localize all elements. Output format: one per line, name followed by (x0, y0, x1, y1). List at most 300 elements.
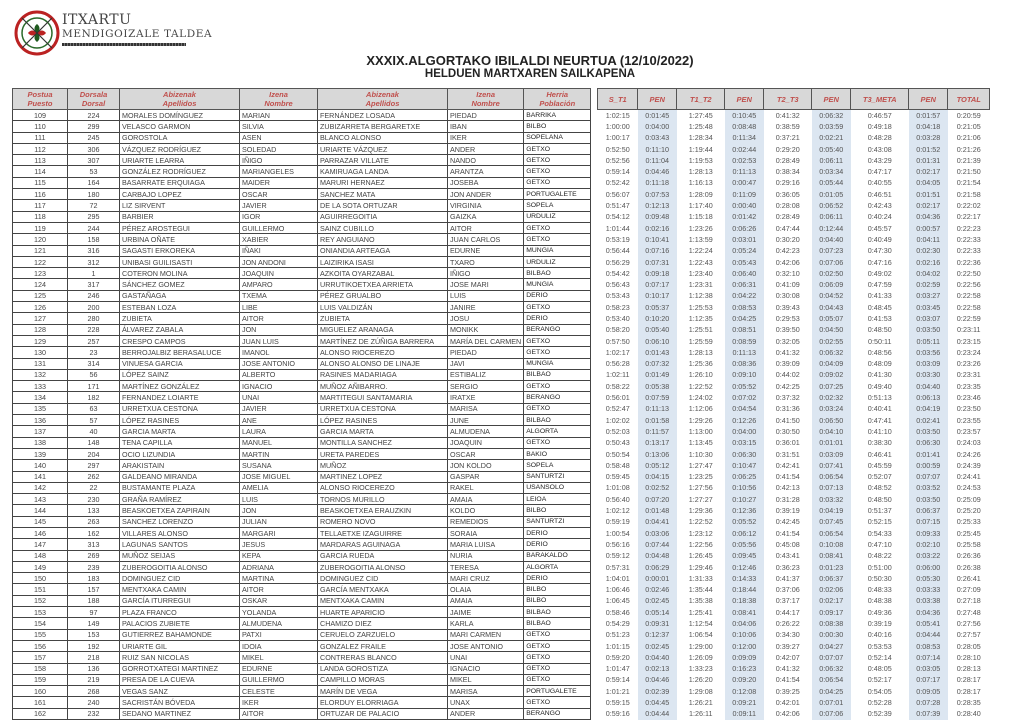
cell-t3-meta: 0:53:53 (867, 641, 892, 651)
cell-pen1: 0:07:16 (638, 245, 677, 256)
cell-total: 0:24:53 (956, 483, 981, 493)
table-row[interactable] (13, 539, 990, 550)
col-header-pen4[interactable]: PEN (909, 89, 948, 110)
cell-dorsal: 57 (68, 415, 120, 426)
cell-pen4: 0:06:30 (909, 437, 948, 448)
cell-puesto: 115 (13, 177, 68, 188)
cell-nombre1: KEPA (240, 550, 318, 561)
table-row[interactable] (13, 143, 990, 154)
cell-pen3: 0:06:54 (812, 471, 851, 482)
cell-apellidos1: URBINA OÑATE (120, 234, 240, 245)
table-row[interactable] (13, 392, 990, 403)
cell-nombre1: TXEMA (240, 290, 318, 301)
cell-nombre1: JOSE MIGUEL (240, 471, 318, 482)
col-header-poblacion[interactable]: Herria Población (524, 89, 591, 110)
cell-apellidos2: MUÑOZ AÑIBARRO. (318, 381, 448, 392)
cell-nombre2: MONIKK (448, 324, 524, 335)
cell-t1-t2: 1:26:45 (688, 551, 713, 561)
cell-total: 0:28:35 (956, 698, 981, 708)
cell-pen2: 0:01:42 (725, 211, 764, 222)
cell-pen3: 0:05:07 (812, 313, 851, 324)
table-row[interactable] (13, 279, 990, 290)
cell-t3-meta: 0:49:40 (867, 381, 892, 391)
table-row[interactable] (13, 234, 990, 245)
cell-t2-t3: 0:36:05 (775, 189, 800, 199)
cell-total: 0:23:11 (957, 325, 981, 335)
cell-dorsal: 204 (68, 448, 120, 459)
cell-t3-meta: 0:48:50 (867, 494, 892, 504)
cell-poblacion: GETXO (524, 697, 591, 708)
org-name-line2: MENDIGOIZALE TALDEA (62, 28, 213, 40)
cell-pen4: 0:04:18 (909, 121, 948, 132)
cell-t2-t3: 0:39:19 (775, 506, 800, 516)
cell-dorsal: 257 (68, 335, 120, 346)
cell-puesto: 161 (13, 697, 68, 708)
table-row[interactable] (13, 290, 990, 301)
table-row[interactable] (13, 222, 990, 233)
cell-total: 0:22:50 (956, 268, 981, 278)
table-row[interactable] (13, 573, 990, 584)
cell-pen1: 0:02:16 (638, 222, 677, 233)
cell-t3-meta: 0:39:19 (867, 619, 892, 628)
cell-nombre1: GUILLERMO (240, 222, 318, 233)
cell-total: 0:22:58 (956, 291, 981, 301)
table-row[interactable] (13, 177, 990, 188)
cell-pen4: 0:02:30 (909, 245, 948, 256)
cell-dorsal: 239 (68, 561, 120, 572)
cell-nombre2: IRATXE (448, 392, 524, 403)
table-row[interactable] (13, 448, 990, 459)
table-row[interactable] (13, 550, 990, 561)
cell-t3-meta: 0:47:30 (867, 246, 892, 256)
cell-t2-t3: 0:44:02 (775, 370, 800, 380)
cell-pen3: 0:07:23 (812, 245, 851, 256)
cell-dorsal: 153 (68, 629, 120, 640)
cell-apellidos2: ALONSO RIOCEREZO (318, 347, 448, 358)
table-row[interactable] (13, 629, 990, 640)
cell-nombre2: MARISA (448, 686, 524, 697)
cell-pen2: 0:06:26 (725, 222, 764, 233)
cell-s-t1: 1:04:01 (605, 573, 630, 583)
cell-s-t1: 0:59:20 (605, 652, 630, 662)
cell-apellidos1: TENA CAPILLA (120, 437, 240, 448)
col-header-t3-meta[interactable]: T3_META (851, 89, 909, 110)
cell-nombre2: PIEDAD (448, 347, 524, 358)
table-row[interactable] (13, 324, 990, 335)
table-row[interactable] (13, 358, 990, 369)
cell-total: 0:26:38 (956, 562, 981, 572)
table-row[interactable] (13, 403, 990, 414)
cell-apellidos1: LIZ SIRVENT (120, 200, 240, 211)
cell-apellidos1: GORROTXATEGI MARTINEZ (120, 663, 240, 674)
cell-t3-meta: 0:54:33 (867, 528, 892, 538)
cell-poblacion: BERANGO (524, 392, 591, 403)
table-row[interactable] (13, 516, 990, 527)
cell-t3-meta: 0:46:41 (867, 449, 892, 459)
cell-apellidos2: ORTUZAR DE PALACIO (318, 708, 448, 719)
col-header-t2-t3[interactable]: T2_T3 (764, 89, 812, 110)
cell-t3-meta: 0:48:09 (867, 359, 892, 369)
cell-total: 0:22:17 (956, 212, 981, 222)
table-row[interactable] (13, 607, 990, 618)
cell-puesto: 122 (13, 256, 68, 267)
cell-s-t1: 1:01:08 (605, 483, 630, 493)
table-row[interactable] (13, 189, 990, 200)
table-row[interactable] (13, 460, 990, 471)
col-header-nombre2[interactable]: Izena Nombre (448, 89, 524, 110)
cell-t2-t3: 0:30:20 (775, 234, 800, 244)
cell-apellidos2: LUIS VALDIZÁN (318, 302, 448, 313)
table-row[interactable] (13, 110, 990, 121)
table-row[interactable] (13, 211, 990, 222)
cell-t3-meta: 0:47:16 (867, 257, 892, 267)
table-row[interactable] (13, 482, 990, 493)
col-header-total[interactable]: TOTAL (948, 89, 990, 110)
table-row[interactable] (13, 595, 990, 606)
cell-nombre2: EDURNE (448, 245, 524, 256)
cell-t2-t3: 0:31:51 (775, 449, 800, 459)
cell-pen4: 0:03:28 (909, 132, 948, 143)
cell-pen3: 0:02:21 (812, 132, 851, 143)
cell-pen4: 0:03:52 (909, 482, 948, 493)
table-row[interactable] (13, 584, 990, 595)
col-header-dorsal[interactable]: Dorsala Dorsal (68, 89, 120, 110)
cell-pen2: 0:06:12 (725, 527, 764, 538)
cell-t3-meta: 0:48:50 (867, 325, 892, 335)
cell-s-t1: 0:52:47 (605, 404, 630, 414)
table-row[interactable] (13, 471, 990, 482)
cell-poblacion: BILBAO (524, 268, 591, 279)
cell-t2-t3: 0:39:09 (775, 359, 800, 369)
cell-t1-t2: 1:26:09 (688, 652, 713, 662)
col-header-pen3[interactable]: PEN (812, 89, 851, 110)
cell-s-t1: 0:59:14 (605, 167, 630, 177)
cell-t1-t2: 1:06:54 (688, 630, 713, 640)
cell-puesto: 134 (13, 392, 68, 403)
column-gap (591, 674, 598, 685)
column-gap (591, 268, 598, 279)
cell-pen3: 0:01:23 (812, 561, 851, 572)
cell-pen1: 0:11:04 (638, 155, 677, 166)
cell-nombre1: SUSANA (240, 460, 318, 471)
column-gap (591, 697, 598, 708)
cell-apellidos1: URRETXUA CESTONA (120, 403, 240, 414)
cell-apellidos1: PÉREZ AROSTEGUI (120, 222, 240, 233)
table-row[interactable] (13, 437, 990, 448)
cell-nombre1: JESUS (240, 539, 318, 550)
cell-nombre2: MARÍA DEL CARMEN (448, 335, 524, 346)
cell-poblacion: GETXO (524, 347, 591, 358)
cell-t2-t3: 0:41:37 (775, 573, 800, 583)
cell-total: 0:27:57 (956, 630, 981, 640)
cell-total: 0:21:05 (956, 121, 981, 131)
cell-nombre2: JOAQUIN (448, 437, 524, 448)
cell-t1-t2: 1:24:02 (688, 393, 713, 403)
cell-nombre1: IKER (240, 697, 318, 708)
cell-pen2: 0:14:33 (725, 573, 764, 584)
table-row[interactable] (13, 256, 990, 267)
col-header-s-t1[interactable]: S_T1 (598, 89, 638, 110)
cell-pen2: 0:10:47 (725, 460, 764, 471)
table-row[interactable] (13, 640, 990, 651)
cell-s-t1: 1:06:46 (605, 585, 630, 595)
cell-pen1: 0:01:43 (638, 347, 677, 358)
cell-dorsal: 246 (68, 290, 120, 301)
cell-pen2: 0:06:40 (725, 268, 764, 279)
cell-t3-meta: 0:48:33 (867, 585, 892, 595)
cell-nombre2: UNAI (448, 652, 524, 663)
cell-t2-t3: 0:39:27 (775, 641, 800, 651)
cell-nombre1: JON ANDONI (240, 256, 318, 267)
cell-pen1: 0:12:37 (638, 629, 677, 640)
column-gap (591, 155, 598, 166)
cell-s-t1: 1:02:15 (605, 110, 630, 120)
table-row[interactable] (13, 708, 990, 719)
column-gap (591, 516, 598, 527)
cell-pen4: 0:04:44 (909, 629, 948, 640)
cell-t3-meta: 0:49:02 (867, 268, 892, 278)
cell-t3-meta: 0:51:00 (867, 562, 892, 572)
cell-total: 0:24:39 (956, 460, 981, 470)
cell-pen3: 0:07:25 (812, 381, 851, 392)
cell-t2-t3: 0:29:16 (775, 178, 800, 188)
cell-nombre1: CELESTE (240, 686, 318, 697)
cell-pen3: 0:08:38 (812, 618, 851, 629)
cell-s-t1: 0:58:23 (605, 302, 630, 312)
table-row[interactable] (13, 335, 990, 346)
cell-poblacion: GETXO (524, 663, 591, 674)
table-row[interactable] (13, 132, 990, 143)
cell-t2-t3: 0:42:01 (775, 698, 800, 708)
cell-s-t1: 1:00:17 (605, 133, 630, 143)
table-row[interactable] (13, 200, 990, 211)
cell-t1-t2: 1:25:51 (688, 325, 713, 335)
cell-total: 0:21:54 (956, 178, 981, 188)
cell-dorsal: 312 (68, 256, 120, 267)
cell-pen2: 0:18:38 (725, 595, 764, 606)
cell-pen2: 0:08:53 (725, 302, 764, 313)
table-row[interactable] (13, 652, 990, 663)
cell-pen3: 0:03:09 (812, 448, 851, 459)
cell-pen3: 0:07:06 (812, 256, 851, 267)
cell-nombre1: MANUEL (240, 437, 318, 448)
cell-pen1: 0:04:00 (638, 121, 677, 132)
cell-apellidos2: MARURI HERNAEZ (318, 177, 448, 188)
cell-s-t1: 0:57:50 (605, 336, 630, 346)
cell-t3-meta: 0:46:51 (867, 189, 892, 199)
cell-pen1: 0:01:58 (638, 415, 677, 426)
cell-pen4: 0:02:41 (909, 415, 948, 426)
cell-poblacion: BERANGO (524, 708, 591, 719)
cell-pen3: 0:07:13 (812, 482, 851, 493)
cell-pen1: 0:04:40 (638, 652, 677, 663)
cell-total: 0:21:39 (956, 155, 981, 165)
cell-pen3: 0:06:32 (812, 663, 851, 674)
table-row[interactable] (13, 505, 990, 516)
cell-t3-meta: 0:38:30 (867, 438, 892, 448)
column-gap (591, 200, 598, 211)
col-header-apellidos2[interactable]: Abizenak Apellidos (318, 89, 448, 110)
cell-pen1: 0:09:18 (638, 268, 677, 279)
cell-total: 0:23:57 (956, 426, 981, 436)
table-row[interactable] (13, 302, 990, 313)
cell-t2-t3: 0:36:01 (775, 438, 800, 448)
table-row[interactable] (13, 663, 990, 674)
cell-apellidos2: ALONSO ALONSO DE LINAJE (318, 358, 448, 369)
org-name-line1: ITXARTU (62, 12, 132, 28)
col-header-t1-t2[interactable]: T1_T2 (677, 89, 725, 110)
col-header-pen2[interactable]: PEN (725, 89, 764, 110)
cell-pen1: 0:07:17 (638, 279, 677, 290)
cell-t2-t3: 0:41:54 (775, 528, 800, 538)
cell-pen1: 0:09:31 (638, 618, 677, 629)
cell-pen3: 0:12:44 (812, 222, 851, 233)
cell-pen2: 0:03:15 (725, 437, 764, 448)
cell-pen2: 0:12:36 (725, 505, 764, 516)
cell-t3-meta: 0:43:29 (867, 155, 892, 165)
cell-nombre2: ANDER (448, 708, 524, 719)
column-gap (591, 629, 598, 640)
table-row[interactable] (13, 381, 990, 392)
table-row[interactable] (13, 121, 990, 132)
column-gap (591, 121, 598, 132)
cell-dorsal: 23 (68, 347, 120, 358)
cell-pen4: 0:07:39 (909, 708, 948, 719)
cell-total: 0:21:50 (956, 167, 981, 177)
table-row[interactable] (13, 415, 990, 426)
cell-t3-meta: 0:52:14 (867, 652, 892, 662)
cell-pen4: 0:00:59 (909, 460, 948, 471)
cell-apellidos2: GARCIA MARTA (318, 426, 448, 437)
cell-t1-t2: 1:23:40 (688, 268, 713, 278)
cell-t3-meta: 0:46:57 (867, 110, 892, 120)
col-header-apellidos1[interactable]: Abizenak Apellidos (120, 89, 240, 110)
cell-dorsal: 240 (68, 697, 120, 708)
cell-apellidos1: GALDEANO MIRANDA (120, 471, 240, 482)
cell-puesto: 119 (13, 222, 68, 233)
cell-dorsal: 297 (68, 460, 120, 471)
cell-s-t1: 0:59:15 (605, 698, 630, 708)
cell-t1-t2: 1:17:40 (688, 201, 713, 211)
cell-nombre2: GASPAR (448, 471, 524, 482)
cell-nombre2: IÑIGO (448, 268, 524, 279)
cell-puesto: 145 (13, 516, 68, 527)
cell-dorsal: 230 (68, 494, 120, 505)
column-gap (591, 211, 598, 222)
cell-poblacion: URDULIZ (524, 256, 591, 267)
column-gap (591, 313, 598, 324)
table-row[interactable] (13, 527, 990, 538)
cell-pen2: 0:12:46 (725, 561, 764, 572)
cell-pen2: 0:09:21 (725, 697, 764, 708)
cell-t3-meta: 0:40:41 (867, 404, 892, 414)
cell-total: 0:25:58 (956, 539, 981, 549)
cell-poblacion: BILBAO (524, 607, 591, 618)
cell-pen1: 0:01:45 (638, 110, 677, 121)
cell-dorsal: 268 (68, 686, 120, 697)
cell-t3-meta: 0:49:36 (867, 607, 892, 617)
cell-apellidos2: BLANCO ALONSO (318, 132, 448, 143)
cell-apellidos1: ÁLVAREZ ZABALA (120, 324, 240, 335)
table-row[interactable] (13, 618, 990, 629)
cell-pen3: 0:06:09 (812, 279, 851, 290)
cell-pen2: 0:11:09 (725, 189, 764, 200)
cell-dorsal: 63 (68, 403, 120, 414)
cell-apellidos2: RASINES MADARIAGA (318, 369, 448, 380)
table-row[interactable] (13, 426, 990, 437)
cell-apellidos1: CRESPO CAMPOS (120, 335, 240, 346)
cell-total: 0:25:45 (956, 528, 981, 538)
cell-apellidos2: URIARTE VÁZQUEZ (318, 143, 448, 154)
cell-pen1: 0:04:41 (638, 516, 677, 527)
cell-pen2: 0:07:02 (725, 392, 764, 403)
table-row[interactable] (13, 155, 990, 166)
column-gap (591, 392, 598, 403)
cell-t2-t3: 0:39:50 (775, 325, 800, 335)
table-row[interactable] (13, 697, 990, 708)
cell-t2-t3: 0:29:20 (775, 144, 800, 154)
cell-s-t1: 0:56:16 (605, 539, 630, 549)
table-row[interactable] (13, 494, 990, 505)
cell-t1-t2: 1:28:13 (688, 347, 713, 357)
cell-s-t1: 0:56:40 (605, 494, 630, 504)
cell-t2-t3: 0:32:05 (775, 336, 800, 346)
cell-puesto: 129 (13, 335, 68, 346)
cell-nombre1: GUILLERMO (240, 674, 318, 685)
cell-nombre1: LIBE (240, 302, 318, 313)
table-row[interactable] (13, 268, 990, 279)
cell-t1-t2: 1:15:18 (688, 212, 713, 222)
cell-s-t1: 0:56:28 (605, 359, 630, 369)
cell-pen1: 0:10:20 (638, 313, 677, 324)
cell-t3-meta: 0:48:28 (867, 133, 892, 143)
cell-apellidos2: DOMINGUEZ CID (318, 573, 448, 584)
col-header-pen1[interactable]: PEN (638, 89, 677, 110)
cell-total: 0:23:35 (956, 381, 981, 391)
col-header-nombre1[interactable]: Izena Nombre (240, 89, 318, 110)
cell-pen3: 0:02:50 (812, 268, 851, 279)
table-row[interactable] (13, 166, 990, 177)
table-row[interactable] (13, 313, 990, 324)
cell-t2-t3: 0:37:06 (775, 585, 800, 595)
cell-poblacion: BILBAO (524, 618, 591, 629)
column-gap (591, 279, 598, 290)
column-gap (591, 618, 598, 629)
cell-nombre2: JUAN CARLOS (448, 234, 524, 245)
cell-t3-meta: 0:40:24 (867, 212, 892, 222)
table-row[interactable] (13, 686, 990, 697)
table-row[interactable] (13, 369, 990, 380)
table-row[interactable] (13, 245, 990, 256)
cell-dorsal: 53 (68, 166, 120, 177)
table-row[interactable] (13, 674, 990, 685)
cell-pen4: 0:03:50 (909, 494, 948, 505)
table-row[interactable] (13, 561, 990, 572)
cell-pen2: 0:04:22 (725, 290, 764, 301)
cell-pen2: 0:06:30 (725, 448, 764, 459)
cell-t1-t2: 1:25:53 (688, 302, 713, 312)
results-body (13, 110, 990, 720)
cell-dorsal: 262 (68, 471, 120, 482)
col-header-puesto[interactable]: Postua Puesto (13, 89, 68, 110)
cell-pen4: 0:08:53 (909, 640, 948, 651)
table-row[interactable] (13, 347, 990, 358)
column-gap (591, 415, 598, 426)
cell-pen1: 0:09:48 (638, 211, 677, 222)
cell-pen4: 0:06:37 (909, 505, 948, 516)
cell-t1-t2: 1:27:27 (688, 494, 713, 504)
cell-dorsal: 244 (68, 222, 120, 233)
